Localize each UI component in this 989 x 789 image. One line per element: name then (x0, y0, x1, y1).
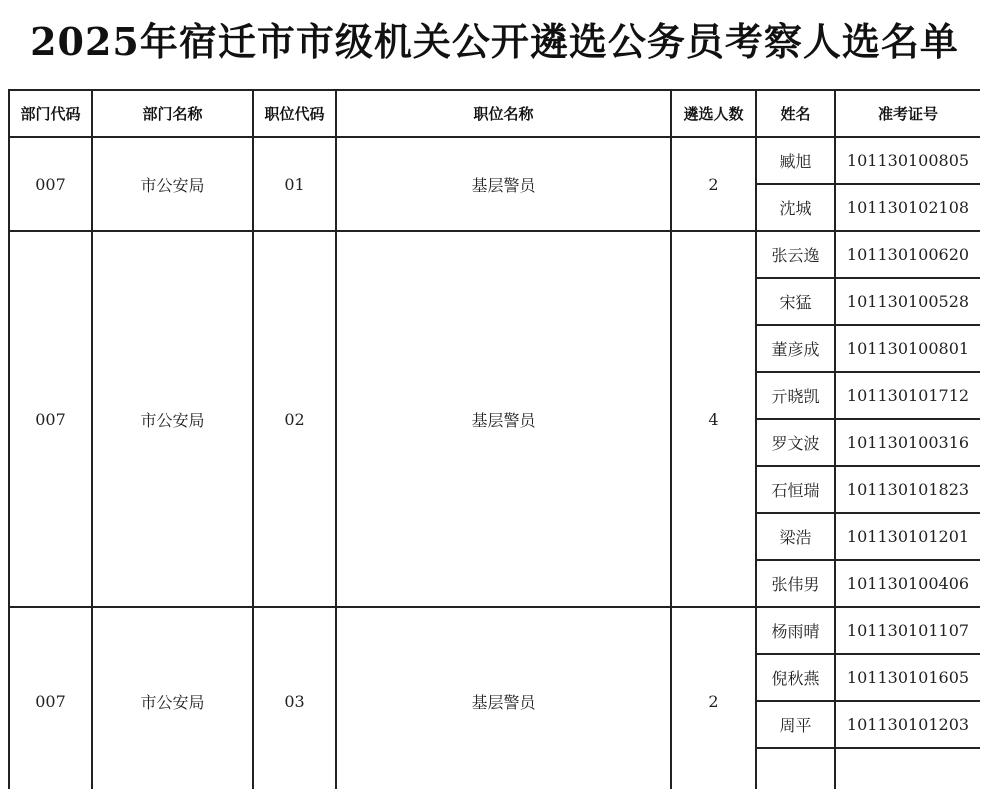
table-row (9, 137, 980, 184)
position-code-cell: 01 (253, 137, 336, 231)
candidate-name-cell: 周平 (756, 701, 835, 748)
exam-id-cell: 101130100801 (835, 325, 980, 372)
position-name-cell: 基层警员 (336, 137, 671, 231)
quota-cell: 4 (671, 231, 756, 607)
dept-name-cell: 市公安局 (92, 607, 253, 789)
exam-id-cell: 101130100805 (835, 137, 980, 184)
exam-id-cell: 101130100406 (835, 560, 980, 607)
dept-code-cell: 007 (9, 137, 92, 231)
candidate-name-cell (756, 748, 835, 789)
exam-id-cell: 101130101823 (835, 466, 980, 513)
dept-name-cell: 市公安局 (92, 137, 253, 231)
candidate-table (8, 89, 980, 789)
exam-id-cell (835, 748, 980, 789)
column-header-position-name: 职位名称 (336, 90, 671, 137)
candidate-name-cell: 臧旭 (756, 137, 835, 184)
exam-id-cell: 101130100316 (835, 419, 980, 466)
candidate-name-cell: 张伟男 (756, 560, 835, 607)
exam-id-cell: 101130100620 (835, 231, 980, 278)
roster-sheet (8, 89, 980, 789)
dept-name-cell: 市公安局 (92, 231, 253, 607)
candidate-name-cell: 石恒瑞 (756, 466, 835, 513)
exam-id-cell: 101130101203 (835, 701, 980, 748)
candidate-name-cell: 沈城 (756, 184, 835, 231)
candidate-name-cell: 杨雨晴 (756, 607, 835, 654)
dept-code-cell: 007 (9, 607, 92, 789)
candidate-name-cell: 张云逸 (756, 231, 835, 278)
table-row (9, 607, 980, 654)
candidate-name-cell: 宋猛 (756, 278, 835, 325)
quota-cell: 2 (671, 607, 756, 789)
exam-id-cell: 101130101605 (835, 654, 980, 701)
exam-id-cell: 101130101107 (835, 607, 980, 654)
column-header-exam-id: 准考证号 (835, 90, 980, 137)
position-name-cell: 基层警员 (336, 607, 671, 789)
quota-cell: 2 (671, 137, 756, 231)
position-code-cell: 03 (253, 607, 336, 789)
column-header-dept-code: 部门代码 (9, 90, 92, 137)
exam-id-cell: 101130102108 (835, 184, 980, 231)
exam-id-cell: 101130101712 (835, 372, 980, 419)
exam-id-cell: 101130100528 (835, 278, 980, 325)
page-title: 2025年宿迁市市级机关公开遴选公务员考察人选名单 (30, 19, 959, 64)
candidate-name-cell: 罗文波 (756, 419, 835, 466)
dept-code-cell: 007 (9, 231, 92, 607)
column-header-position-code: 职位代码 (253, 90, 336, 137)
candidate-name-cell: 梁浩 (756, 513, 835, 560)
column-header-quota: 遴选人数 (671, 90, 756, 137)
position-name-cell: 基层警员 (336, 231, 671, 607)
table-row (9, 231, 980, 278)
candidate-name-cell: 董彦成 (756, 325, 835, 372)
column-header-name: 姓名 (756, 90, 835, 137)
position-code-cell: 02 (253, 231, 336, 607)
candidate-name-cell: 倪秋燕 (756, 654, 835, 701)
exam-id-cell: 101130101201 (835, 513, 980, 560)
candidate-name-cell: 亓晓凯 (756, 372, 835, 419)
header-row (9, 90, 980, 137)
column-header-dept-name: 部门名称 (92, 90, 253, 137)
